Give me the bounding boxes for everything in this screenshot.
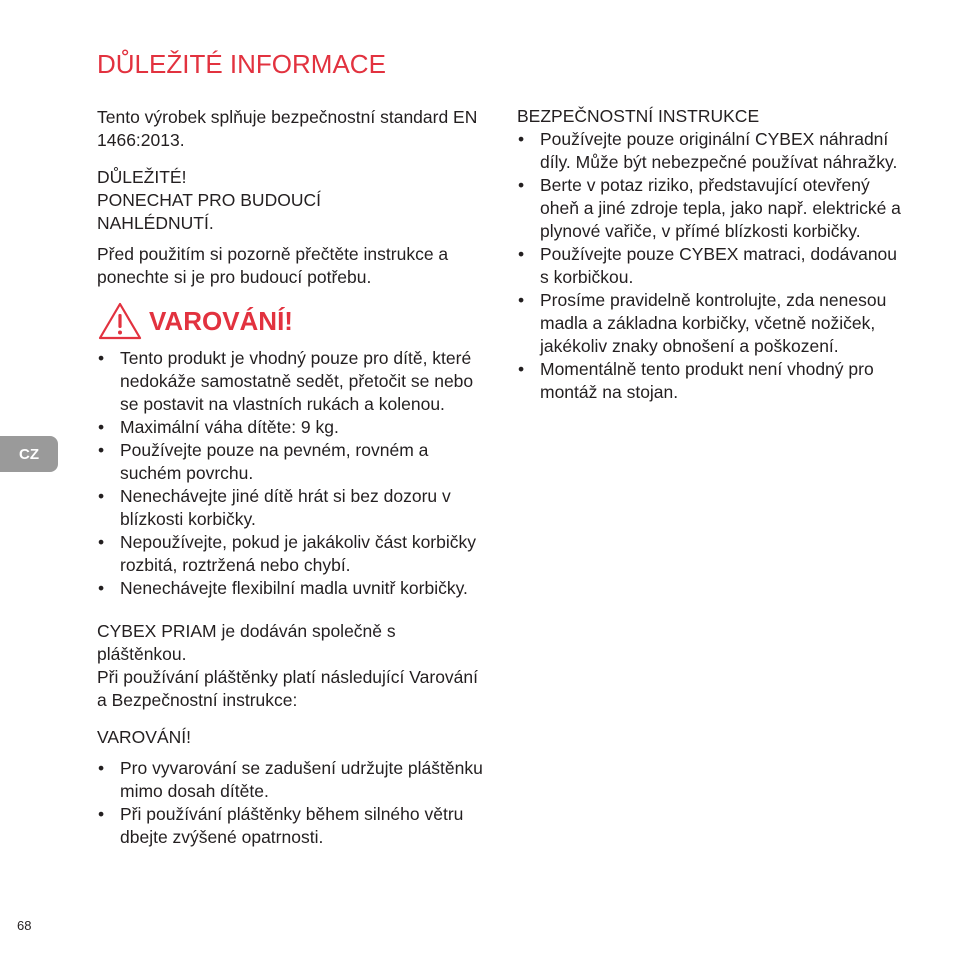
- list-item: • Tento produkt je vhodný pouze pro dítě, které nedokáže samostatně sedět, přetočit se nebo se postavit na vlastních rukách a kolenou.: [97, 347, 487, 416]
- warning-triangle-icon: [97, 301, 143, 341]
- language-tab: [0, 436, 58, 472]
- page-number: 68: [17, 918, 32, 933]
- language-tab-label: CZ: [19, 445, 39, 463]
- read-note: Před použitím si pozorně přečtěte instrukce a ponechte si je pro budoucí potřebu.: [97, 244, 449, 287]
- list-item: • Prosíme pravidelně kontrolujte, zda nenesou madla a základna korbičky, včetně nožiček, jakékoliv znaky obnošení a poškození.: [517, 289, 902, 358]
- page-title: DŮLEŽITÉ INFORMACE: [97, 49, 386, 79]
- right-column: [517, 105, 902, 404]
- list-item: • Používejte pouze originální CYBEX náhradní díly. Může být nebezpečné používat náhražky.: [517, 128, 902, 174]
- list-item: • Pro vyvarování se zadušení udržujte pláštěnku mimo dosah dítěte.: [97, 757, 487, 803]
- list-item: • Momentálně tento produkt není vhodný pro montáž na stojan.: [517, 358, 902, 404]
- safety-list: [517, 128, 902, 404]
- warning-header: [97, 301, 487, 341]
- safety-title: BEZPEČNOSTNÍ INSTRUKCE: [517, 106, 760, 126]
- intro-text: Tento výrobek splňuje bezpečnostní standard EN 1466:2013.: [97, 107, 478, 150]
- left-column: [97, 106, 487, 849]
- keep-line-1: PONECHAT PRO BUDOUCÍ: [97, 190, 321, 210]
- list-item: • Používejte pouze na pevném, rovném a suchém povrchu.: [97, 439, 487, 485]
- warning-list: [97, 347, 487, 600]
- rain-warning-list: [97, 757, 487, 849]
- priam-note-2: Při používání pláštěnky platí následující Varování a Bezpečnostní instrukce:: [97, 667, 479, 710]
- warning-title: VAROVÁNÍ!: [149, 306, 293, 336]
- important-title: DŮLEŽITÉ!: [97, 167, 187, 187]
- list-item: • Nenechávejte jiné dítě hrát si bez dozoru v blízkosti korbičky.: [97, 485, 487, 531]
- list-item: • Při používání pláštěnky během silného větru dbejte zvýšené opatrnosti.: [97, 803, 487, 849]
- list-item: • Nepoužívejte, pokud je jakákoliv část korbičky rozbitá, roztržená nebo chybí.: [97, 531, 487, 577]
- list-item: • Nenechávejte flexibilní madla uvnitř korbičky.: [97, 577, 487, 600]
- priam-note-1: CYBEX PRIAM je dodáván společně s pláštěnkou.: [97, 621, 396, 664]
- keep-line-2: NAHLÉDNUTÍ.: [97, 213, 214, 233]
- list-item: • Používejte pouze CYBEX matraci, dodávanou s korbičkou.: [517, 243, 902, 289]
- list-item: • Maximální váha dítěte: 9 kg.: [97, 416, 487, 439]
- list-item: • Berte v potaz riziko, představující otevřený oheň a jiné zdroje tepla, jako např. elektrické a plynové vařiče, v přímé blízkosti korbičky.: [517, 174, 902, 243]
- rain-warning-title: VAROVÁNÍ!: [97, 727, 192, 747]
